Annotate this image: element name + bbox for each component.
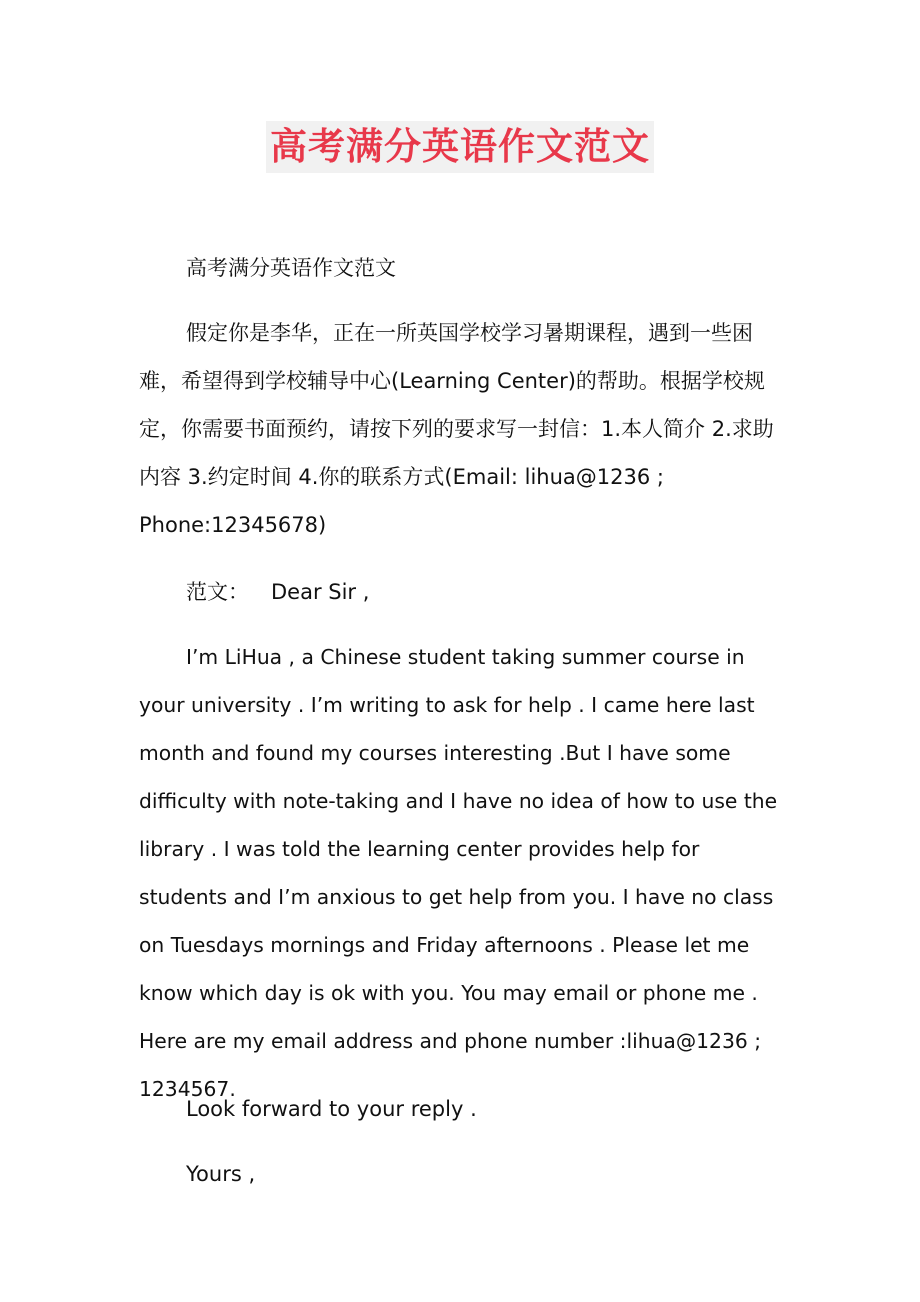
sample-label: 范文： xyxy=(186,580,249,604)
document-title: 高考满分英语作文范文 xyxy=(266,121,654,173)
closing-line: Look forward to your reply . xyxy=(186,1097,477,1121)
signoff-line: Yours , xyxy=(186,1162,256,1186)
letter-body: I’m LiHua , a Chinese student taking summer course in your university . I’m writing to ask for help . I came here last month and found my courses interesting .But I have some difficulty with note-taking and I have no idea of how to use the library . I was told the learning center provides help for students and I’m anxious to get help from you. I have no class on Tuesdays mornings and Friday afternoons . Please let me know which day is ok with you. You may email or phone me . Here are my email address and phone number :lihua@1236 ; 1234567. xyxy=(139,645,778,1101)
title-container xyxy=(0,121,920,173)
salutation: Dear Sir , xyxy=(271,580,370,604)
subtitle-paragraph: 高考满分英语作文范文 xyxy=(186,256,396,280)
salutation-paragraph xyxy=(139,568,779,616)
prompt-paragraph: 假定你是李华，正在一所英国学校学习暑期课程，遇到一些困难，希望得到学校辅导中心(Learning Center)的帮助。根据学校规定，你需要书面预约，请按下列的要求写一封信：1.本人简介 2.求助内容 3.约定时间 4.你的联系方式(Email: lihua@1236 ; Phone:12345678) xyxy=(139,321,774,537)
